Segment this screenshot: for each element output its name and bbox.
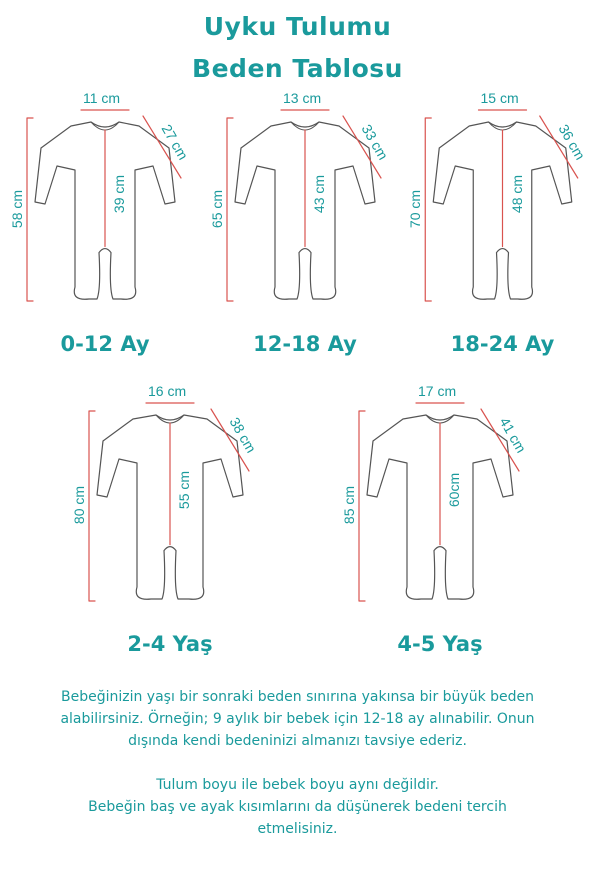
length-bracket [27,118,33,301]
size-block [325,385,545,660]
length-bracket [89,411,95,601]
size-block [400,92,595,360]
note-line-3: etmelisiniz. [257,821,338,837]
note-paragraph [20,774,575,840]
sleeve-label: 41 cm [496,414,530,456]
length-bracket [359,411,365,601]
sleeve-label: 36 cm [555,121,589,163]
note-line-2: Bebeğin baş ve ayak kısımlarını da düşünerek bedeni tercih [88,799,507,815]
advice-paragraph [20,686,575,752]
advice-line-1: Bebeğinizin yaşı bir sonraki beden sınırına yakınsa bir büyük beden [60,689,535,705]
inseam-label: 60cm [446,472,462,507]
length-label: 85 cm [341,485,357,525]
age-label: 0-12 Ay [60,332,150,356]
sleeve-label: 33 cm [358,121,392,163]
length-label: 80 cm [71,485,87,525]
title-line-2: Beden Tablosu [192,54,403,83]
width-label: 11 cm [83,90,121,106]
size-block [200,92,400,360]
sleeve-label: 27 cm [158,121,192,163]
age-label: 4-5 Yaş [397,632,483,656]
sleeve-label: 38 cm [226,414,260,456]
age-label: 12-18 Ay [253,332,357,356]
length-label: 65 cm [209,189,225,228]
length-label: 70 cm [407,189,424,228]
inseam-label: 55 cm [176,470,192,509]
inseam-label: 43 cm [311,175,327,214]
inseam-label: 48 cm [508,175,525,214]
advice-line-2: alabilirsiniz. Örneğin; 9 aylık bir bebek için 12-18 ay alınabilir. Onun [60,711,535,727]
collar-outline [426,415,454,423]
title-line-1: Uyku Tulumu [203,12,392,41]
age-label: 2-4 Yaş [127,632,213,656]
length-bracket [227,118,233,301]
size-block [55,385,275,660]
width-label: 13 cm [283,90,322,106]
collar-outline [156,415,184,423]
collar-outline [291,122,319,130]
size-block [0,92,200,360]
width-label: 17 cm [418,383,457,399]
inseam-label: 39 cm [111,175,127,214]
length-label: 58 cm [9,189,25,228]
length-bracket [425,118,431,301]
collar-outline [91,122,119,130]
width-label: 15 cm [480,90,519,106]
collar-outline [489,122,517,130]
width-label: 16 cm [148,383,187,399]
note-line-1: Tulum boyu ile bebek boyu aynı değildir. [156,777,439,793]
age-label: 18-24 Ay [450,332,555,356]
advice-line-3: dışında kendi bedeninizi almanızı tavsiye ederiz. [128,733,467,749]
